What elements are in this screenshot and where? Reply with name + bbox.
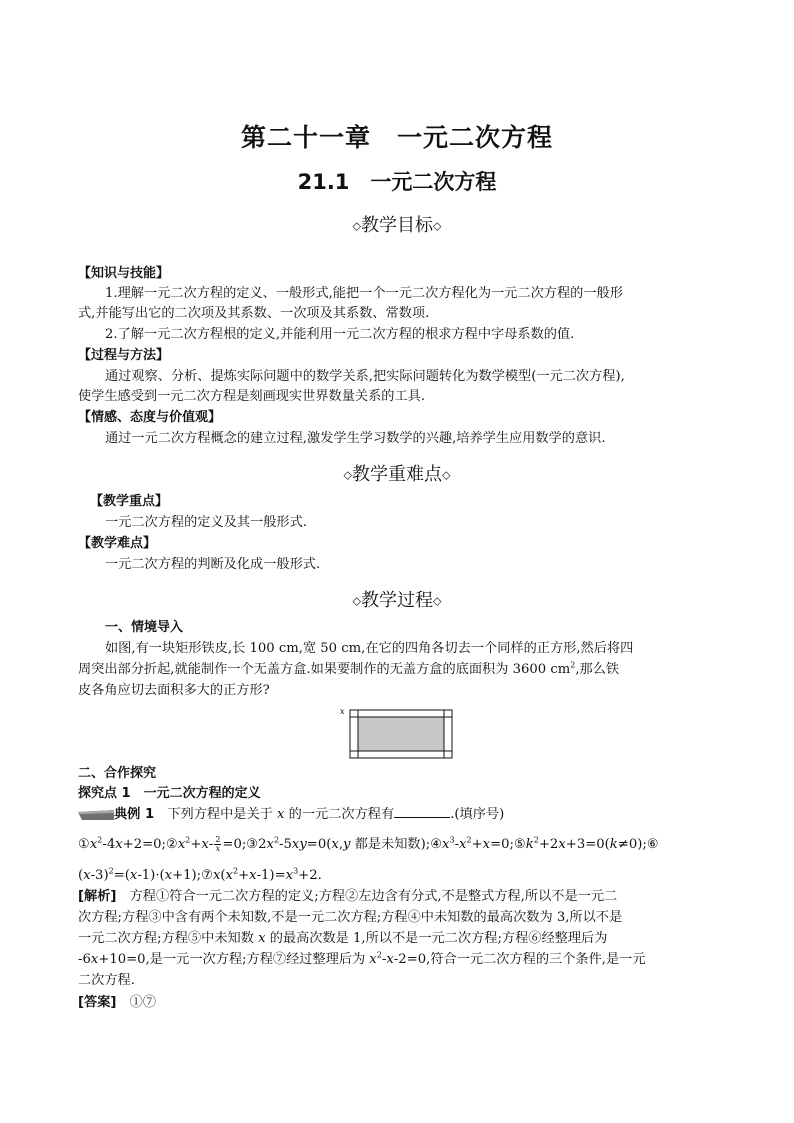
section-title: 21.1 一元二次方程	[297, 170, 497, 194]
knowledge-item-2: 2.了解一元二次方程根的定义,并能利用一元二次方程的根求方程中字母系数的值.	[105, 327, 575, 342]
focus-text: 一元二次方程的定义及其一般形式.	[105, 515, 308, 530]
intro-line-2: 周突出部分折起,就能制作一个无盖方盒.如果要制作的无盖方盒的底面积为 3600 $cm^2$,那么铁	[78, 660, 620, 677]
diamond-icon: ◇	[433, 219, 442, 233]
difficulty-text: 一元二次方程的判断及化成一般形式.	[105, 557, 321, 572]
answer-line: [答案] ①⑦	[78, 995, 156, 1010]
analysis-line-3: 一元二次方程;方程⑤中未知数 x 的最高次数是 1,所以不是一元二次方程;方程⑥经整理后为	[78, 931, 608, 946]
section-heading-key-points: ◇教学重难点◇	[343, 464, 451, 485]
point1-heading: 探究点 1 一元二次方程的定义	[78, 786, 261, 801]
diamond-icon: ◇	[442, 468, 451, 482]
difficulty-heading: 【教学难点】	[78, 536, 157, 551]
part1-heading: 一、情境导入	[105, 620, 184, 635]
section-heading-process: ◇教学过程◇	[352, 590, 442, 611]
diamond-icon: ◇	[343, 468, 352, 482]
process-method-line-2: 使学生感受到一元二次方程是刻画现实世界数量关系的工具.	[78, 389, 426, 404]
knowledge-heading: 【知识与技能】	[78, 266, 170, 281]
answer-blank	[394, 804, 450, 818]
sheet-diagram	[338, 704, 458, 762]
emotion-heading: 【情感、态度与价值观】	[78, 410, 222, 425]
emotion-line-1: 通过一元二次方程概念的建立过程,激发学生学习数学的兴趣,培养学生应用数学的意识.	[105, 431, 606, 446]
focus-heading: 【教学重点】	[90, 494, 169, 509]
process-method-heading: 【过程与方法】	[78, 348, 170, 363]
intro-line-1: 如图,有一块矩形铁皮,长 100 cm,宽 50 cm,在它的四角各切去一个同样的正方形,然后将四	[105, 641, 634, 656]
equation-list-line-1: $①x^2-4x+2=0;②x^2+x-$ $\frac{2}{x}$ $=0;③2x^2-5xy=0(x,y$ 都是未知数)$;④x^3-x^2+x=0;⑤k^2+2x+3=0(k\ne 0);⑥$	[78, 835, 659, 853]
figure-label-x: x	[340, 707, 345, 716]
diamond-icon: ◇	[433, 594, 442, 608]
analysis-line-4: -6x+10=0,是一元一次方程;方程⑦经过整理后为 $x^2-x-2=0$,符合一元二次方程的三个条件,是一元	[78, 950, 646, 967]
example-1: 典例 1 下列方程中是关于 x 的一元二次方程有 .(填序号)	[78, 804, 504, 823]
analysis-line-5: 二次方程.	[78, 973, 135, 988]
part2-heading: 二、合作探究	[78, 766, 157, 781]
intro-line-3: 皮各角应切去面积多大的正方形?	[78, 683, 270, 698]
process-method-line-1: 通过观察、分析、提炼实际问题中的数学关系,把实际问题转化为数学模型(一元二次方程),	[105, 369, 625, 384]
knowledge-item-1-line-1: 1.理解一元二次方程的定义、一般形式,能把一个一元二次方程化为一元二次方程的一般形	[105, 286, 623, 301]
equation-list-line-2: $(x-3)^2=(x-1)\cdot(x+1);⑦x(x^2+x-1)=x^3+2$.	[78, 866, 322, 883]
diamond-icon: ◇	[352, 594, 361, 608]
example-flag-icon	[78, 808, 114, 822]
diamond-icon: ◇	[352, 219, 361, 233]
analysis-line-2: 次方程;方程③中含有两个未知数,不是一元二次方程;方程④中未知数的最高次数为 3,所以不是	[78, 910, 623, 925]
chapter-title: 第二十一章 一元二次方程	[240, 123, 553, 152]
knowledge-item-1-line-2: 式,并能写出它的二次项及其系数、一次项及其系数、常数项.	[78, 306, 430, 321]
section-heading-objectives: ◇教学目标◇	[352, 215, 442, 236]
analysis-line-1: [解析] 方程①符合一元二次方程的定义;方程②左边含有分式,不是整式方程,所以不是一元二	[78, 889, 618, 904]
